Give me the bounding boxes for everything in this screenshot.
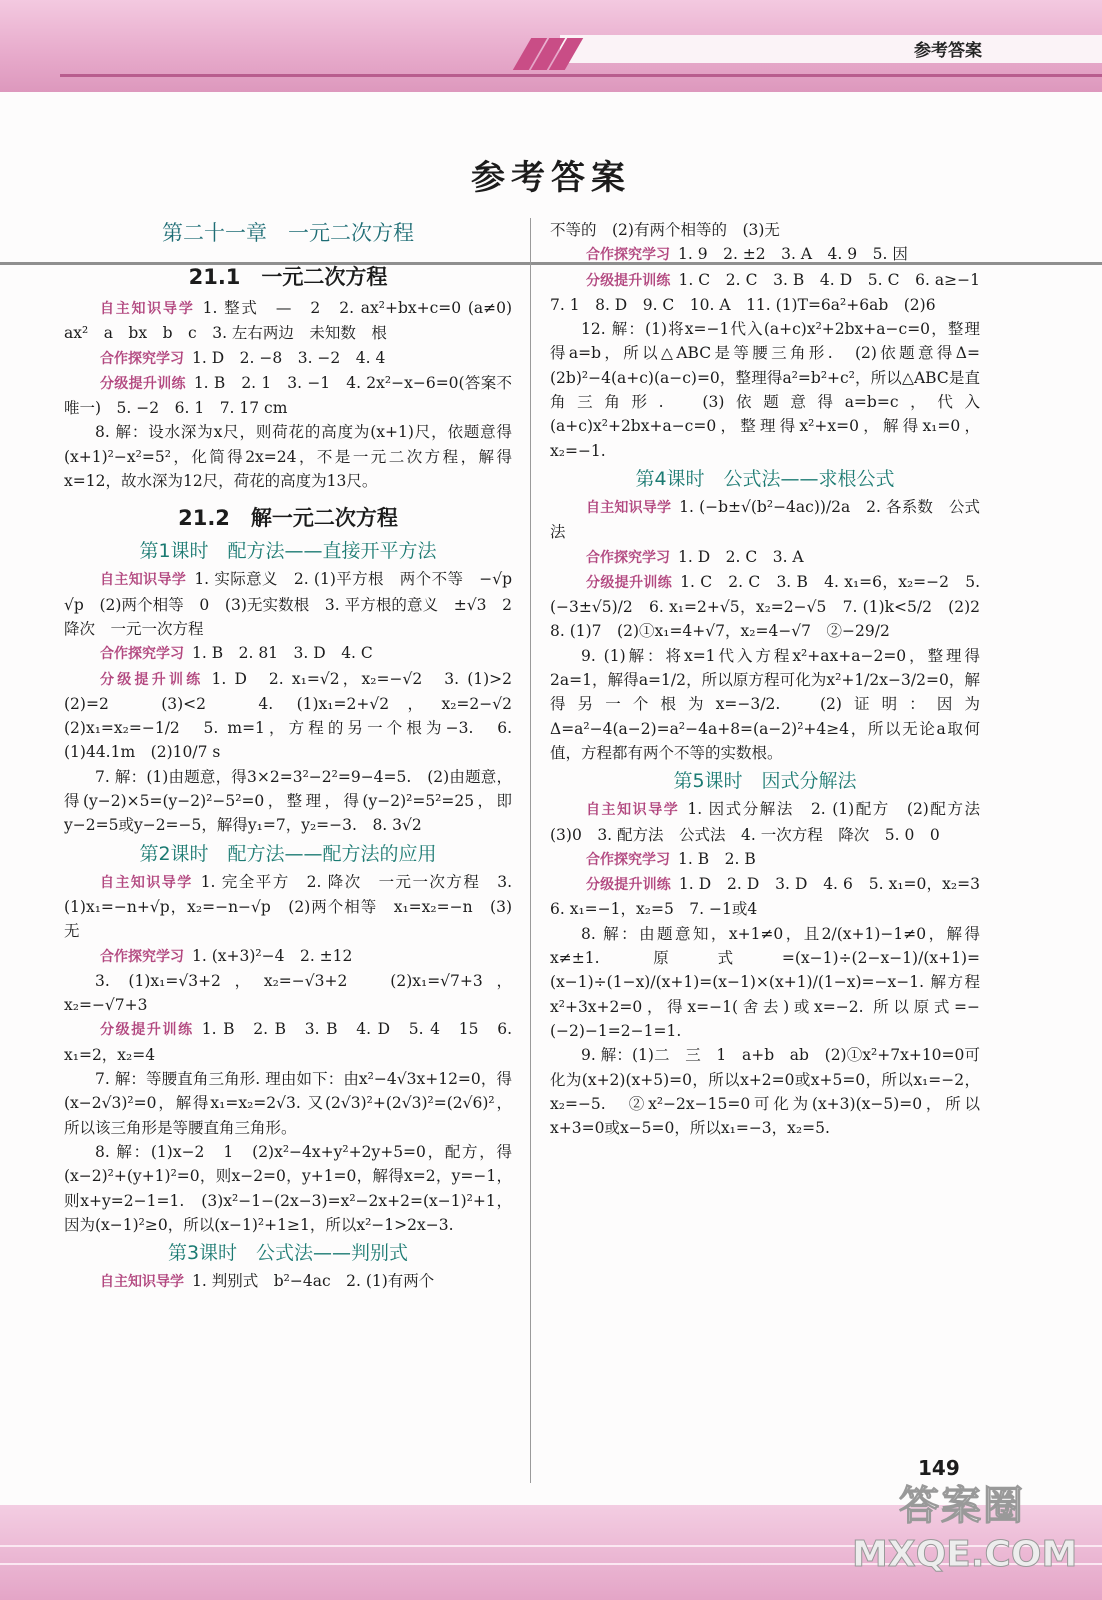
answer-text: 1. D 2. D 3. D 4. 6 5. x₁=0，x₂=3 6. x₁=−1，x₂=5 7. −1或4: [550, 875, 996, 919]
header-label: 参考答案: [914, 41, 982, 61]
answer-para: [550, 872, 996, 922]
tag-label: 自主知识导学: [586, 499, 672, 516]
answer-para: [64, 371, 512, 421]
answer-para: [550, 797, 996, 847]
answer-para: 8. 解：由题意知，x+1≠0，且2/(x+1)−1≠0，解得x≠±1. 原式=(x−1)÷(2−x−1)/(x+1)=(x−1)÷(1−x)/(x+1)=(x−1)×(x+1)/(1−x)=−x−1. 解方程x²+3x+2=0，得x=−1(舍去)或x=−2. 所以原式=−(−2)−1=2−1=1.: [550, 924, 980, 1040]
tag-label: 分级提升训练: [586, 272, 671, 289]
right-column: [550, 218, 996, 1140]
watermark-logo: [852, 1480, 1078, 1590]
answer-para: 8. 解：设水深为x尺，则荷花的高度为(x+1)尺，依题意得(x+1)²−x²=5²，化简得2x=24，不是一元二次方程，解得x=12，故水深为12尺，荷花的高度为13尺。: [64, 423, 512, 491]
answer-para: [550, 847, 980, 872]
answer-text: 1. C 2. C 3. B 4. x₁=6，x₂=−2 5. (−3±√5)/2 6. x₁=2+√5，x₂=2−√5 7. (1)k<5/2 (2)2 8. (1)7 (2)①x₁=4+√7，x₂=4−√7 ②−29/2: [550, 572, 996, 641]
answer-para: [550, 242, 980, 267]
tag-label: 分级提升训练: [100, 1022, 194, 1039]
answer-text: 1. (−b±√(b²−4ac))/2a 2. 各系数 公式法: [550, 497, 981, 542]
tag-label: 自主知识导学: [100, 1274, 184, 1291]
answer-para: [64, 870, 512, 944]
answer-para: [64, 1017, 512, 1067]
answer-para: 8. 解：(1)x−2 1 (2)x²−4x+y²+2y+5=0，配方，得(x−2)²+(y+1)²=0，则x−2=0，y+1=0，解得x=2，y=−1，则x+y=2−1=1. (3)x²−1−(2x−3)=x²−2x+2=(x−1)²+1，因为(x−1)²≥0，所以(x−1)²+1≥1，所以x²−1>2x−3.: [64, 1142, 512, 1234]
answer-para: 3. (1)x₁=√3+2，x₂=−√3+2 (2)x₁=√7+3，x₂=−√7+3: [64, 971, 512, 1015]
answer-text: 1. 9 2. ±2 3. A 4. 9 5. 因: [678, 245, 908, 264]
tag-label: 合作探究学习: [586, 851, 670, 868]
answer-text: 1. C 2. C 3. B 4. D 5. C 6. a≥−1 7. 1 8. D 9. C 10. A 11. (1)T=6a²+6ab (2)6: [550, 270, 996, 314]
answer-text: 1. B 2. B 3. B 4. D 5. 4 15 6. x₁=2，x₂=4: [64, 1020, 513, 1064]
answer-para: [64, 346, 512, 371]
tag-label: 合作探究学习: [586, 247, 670, 264]
answer-para: 9. 解：(1)二 三 1 a+b ab (2)①x²+7x+10=0可化为(x+2)(x+5)=0，所以x+2=0或x+5=0，所以x₁=−2，x₂=−5. ②x²−2x−15=0可化为(x+3)(x−5)=0，所以x+3=0或x−5=0，所以x₁=−3，x₂=5.: [550, 1046, 980, 1138]
tag-label: 合作探究学习: [100, 350, 184, 367]
tag-label: 合作探究学习: [586, 549, 670, 566]
answer-para: [550, 545, 980, 570]
chapter-heading: 第二十一章 一元二次方程: [162, 221, 414, 245]
left-column: [64, 218, 528, 1294]
answer-text: 1. D 2. C 3. A: [678, 547, 804, 566]
answer-para: [64, 667, 528, 765]
answer-text: 1. 实际意义 2. (1)平方根 两个不等 −√p √p (2)两个相等 0 (3)无实数根 3. 平方根的意义 ±√3 2 降次 一元一次方程: [64, 570, 528, 638]
page-number: 149: [918, 1456, 960, 1480]
answer-para: [64, 1269, 512, 1294]
lesson-heading: 第3课时 公式法——判别式: [167, 1242, 409, 1265]
page-title: 参考答案: [471, 158, 631, 198]
answer-para: [550, 495, 980, 545]
answer-para: [550, 570, 996, 644]
header-white-bar: [560, 35, 1102, 63]
answer-text: 1. B 2. B: [678, 849, 756, 868]
tag-label: 自主知识导学: [100, 572, 187, 589]
tag-label: 分级提升训练: [100, 375, 186, 392]
watermark-bottom: MXQE.COM: [852, 1534, 1078, 1575]
lesson-heading: 第1课时 配方法——直接开平方法: [139, 540, 437, 563]
lesson-heading: 第2课时 配方法——配方法的应用: [139, 842, 437, 865]
column-divider: [530, 218, 531, 1483]
tag-label: 自主知识导学: [100, 874, 193, 891]
answer-text: 1. 因式分解法 2. (1)配方 (2)配方法 (3)0 3. 配方法 公式法 4. 一次方程 降次 5. 0 0: [550, 800, 996, 844]
watermark-top: 答案圈: [899, 1483, 1025, 1529]
answer-para: [64, 944, 512, 969]
tag-label: 合作探究学习: [100, 948, 184, 965]
tag-label: 分级提升训练: [586, 574, 673, 591]
lesson-heading: 第4课时 公式法——求根公式: [635, 467, 895, 490]
tag-label: 自主知识导学: [586, 802, 680, 819]
answer-para: [64, 567, 528, 641]
answer-text: 1. 完全平方 2. 降次 一元一次方程 3. (1)x₁=−n+√p，x₂=−n−√p (2)两个相等 x₁=x₂=−n (3)无: [64, 872, 512, 941]
answer-text: 1. 判别式 b²−4ac 2. (1)有两个: [192, 1272, 435, 1291]
answer-para: 7. 解：(1)由题意，得3×2=3²−2²=9−4=5. (2)由题意，得(y−2)×5=(y−2)²−5²=0，整理，得(y−2)²=5²=25，即y−2=5或y−2=−5，解得y₁=7，y₂=−3. 8. 3√2: [64, 767, 512, 835]
lesson-heading: 第5课时 因式分解法: [673, 770, 857, 793]
section-heading: 21.1 一元二次方程: [188, 265, 388, 289]
answer-para: [550, 268, 996, 318]
tag-label: 合作探究学习: [100, 646, 184, 663]
answer-para: [64, 641, 512, 666]
answer-text: 1. (x+3)²−4 2. ±12: [192, 946, 353, 965]
answer-text: 1. 整式 — 2 2. ax²+bx+c=0 (a≠0) ax² a bx b c 3. 左右两边 未知数 根: [64, 299, 528, 343]
header-line: [60, 74, 1102, 77]
answer-text: 1. D 2. −8 3. −2 4. 4: [192, 348, 386, 367]
answer-para: 9. (1)解：将x=1代入方程x²+ax+a−2=0，整理得2a=1，解得a=1/2，所以原方程可化为x²+1/2x−3/2=0，解得另一个根为x=−3/2. (2)证明：因为Δ=a²−4(a−2)=a²−4a+8=(a−2)²+4≥4，所以无论a取何值，方程都有两个不等的实数根。: [550, 646, 980, 762]
tag-label: 分级提升训练: [586, 877, 671, 894]
answer-text: 1. B 2. 81 3. D 4. C: [192, 644, 373, 663]
tag-label: 自主知识导学: [100, 301, 195, 317]
tag-label: 分级提升训练: [100, 671, 204, 688]
answer-para: 不等的 (2)有两个相等的 (3)无: [550, 221, 780, 239]
section-heading: 21.2 解一元二次方程: [178, 506, 398, 531]
answer-text: 1. B 2. 1 3. −1 4. 2x²−x−6=0(答案不唯一) 5. −2 6. 1 7. 17 cm: [64, 373, 512, 418]
answer-para: 12. 解：(1)将x=−1代入(a+c)x²+2bx+a−c=0，整理得a=b，所以△ABC是等腰三角形. (2)依题意得Δ=(2b)²−4(a+c)(a−c)=0，整理得a²=b²+c²，所以△ABC是直角三角形. (3)依题意得a=b=c，代入(a+c)x²+2bx+a−c=0，整理得x²+x=0，解得x₁=0，x₂=−1.: [550, 320, 980, 460]
answer-para: [64, 296, 528, 346]
answer-para: 7. 解：等腰直角三角形. 理由如下：由x²−4√3x+12=0，得(x−2√3)²=0，解得x₁=x₂=2√3. 又(2√3)²+(2√3)²=(2√6)²，所以该三角形是等腰直角三角形。: [64, 1070, 512, 1137]
answer-text: 1. D 2. x₁=√2，x₂=−√2 3. (1)>2 (2)=2 (3)<2 4. (1)x₁=2+√2，x₂=2−√2 (2)x₁=x₂=−1/2 5. m=1，方程的另一个根为−3. 6. (1)44.1m (2)10/7 s: [64, 669, 528, 762]
